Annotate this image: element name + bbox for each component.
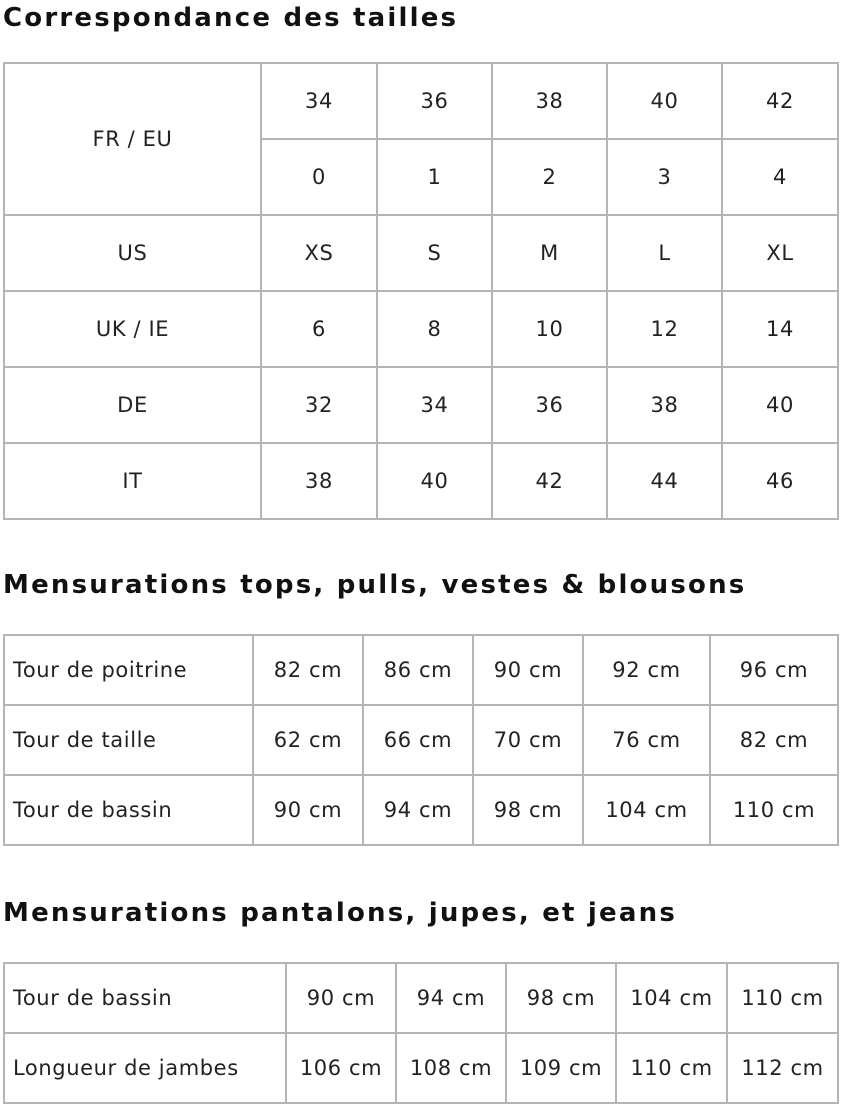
- row-label: US: [4, 215, 261, 291]
- table-cell: 3: [607, 139, 722, 215]
- table-cell: XL: [722, 215, 838, 291]
- table-cell: 94 cm: [363, 775, 473, 845]
- table-cell: 98 cm: [506, 963, 616, 1033]
- tops-measurements-table: [3, 634, 839, 846]
- table-cell: 62 cm: [253, 705, 363, 775]
- table-cell: 90 cm: [286, 963, 396, 1033]
- tops-measurements-title: Mensurations tops, pulls, vestes & blousons: [3, 570, 747, 600]
- table-cell: 110 cm: [616, 1033, 727, 1103]
- table-row: [4, 443, 838, 519]
- row-label: DE: [4, 367, 261, 443]
- table-cell: 110 cm: [710, 775, 838, 845]
- table-cell: 2: [492, 139, 607, 215]
- table-cell: 82 cm: [253, 635, 363, 705]
- table-cell: 46: [722, 443, 838, 519]
- table-cell: 38: [607, 367, 722, 443]
- row-label: Tour de bassin: [4, 963, 286, 1033]
- row-label-fr-eu: FR / EU: [4, 63, 261, 215]
- table-cell: 92 cm: [583, 635, 710, 705]
- table-cell: 106 cm: [286, 1033, 396, 1103]
- table-row: [4, 291, 838, 367]
- table-cell: XS: [261, 215, 377, 291]
- table-cell: 36: [492, 367, 607, 443]
- table-cell: 14: [722, 291, 838, 367]
- table-cell: 36: [377, 63, 492, 139]
- table-cell: 96 cm: [710, 635, 838, 705]
- table-cell: 6: [261, 291, 377, 367]
- table-cell: 42: [722, 63, 838, 139]
- table-row: [4, 775, 838, 845]
- table-cell: 104 cm: [583, 775, 710, 845]
- table-cell: 12: [607, 291, 722, 367]
- table-cell: 82 cm: [710, 705, 838, 775]
- table-cell: 90 cm: [253, 775, 363, 845]
- table-cell: 0: [261, 139, 377, 215]
- table-cell: 32: [261, 367, 377, 443]
- table-row: [4, 367, 838, 443]
- table-cell: 44: [607, 443, 722, 519]
- table-row: [4, 215, 838, 291]
- table-cell: 110 cm: [727, 963, 838, 1033]
- table-cell: 112 cm: [727, 1033, 838, 1103]
- table-cell: 40: [377, 443, 492, 519]
- table-cell: 42: [492, 443, 607, 519]
- table-cell: 4: [722, 139, 838, 215]
- pants-measurements-table: [3, 962, 839, 1104]
- row-label: Tour de poitrine: [4, 635, 253, 705]
- table-cell: 1: [377, 139, 492, 215]
- row-label: Tour de taille: [4, 705, 253, 775]
- pants-measurements-title: Mensurations pantalons, jupes, et jeans: [3, 898, 677, 928]
- table-cell: 76 cm: [583, 705, 710, 775]
- row-label: IT: [4, 443, 261, 519]
- size-conversion-title: Correspondance des tailles: [3, 3, 459, 33]
- table-cell: S: [377, 215, 492, 291]
- table-cell: 38: [261, 443, 377, 519]
- table-row: [4, 963, 838, 1033]
- table-cell: 40: [722, 367, 838, 443]
- table-cell: 109 cm: [506, 1033, 616, 1103]
- table-row: [4, 63, 838, 139]
- table-cell: 108 cm: [396, 1033, 506, 1103]
- table-row: [4, 705, 838, 775]
- table-cell: 98 cm: [473, 775, 583, 845]
- table-cell: 8: [377, 291, 492, 367]
- table-cell: 90 cm: [473, 635, 583, 705]
- table-cell: 40: [607, 63, 722, 139]
- table-cell: 94 cm: [396, 963, 506, 1033]
- table-cell: L: [607, 215, 722, 291]
- row-label: UK / IE: [4, 291, 261, 367]
- table-cell: 104 cm: [616, 963, 727, 1033]
- table-row: [4, 1033, 838, 1103]
- table-cell: 86 cm: [363, 635, 473, 705]
- row-label: Longueur de jambes: [4, 1033, 286, 1103]
- row-label: Tour de bassin: [4, 775, 253, 845]
- table-cell: 34: [261, 63, 377, 139]
- table-cell: 10: [492, 291, 607, 367]
- table-cell: 34: [377, 367, 492, 443]
- table-cell: 38: [492, 63, 607, 139]
- table-row: [4, 635, 838, 705]
- table-cell: 70 cm: [473, 705, 583, 775]
- size-conversion-table: [3, 62, 839, 520]
- table-cell: M: [492, 215, 607, 291]
- table-cell: 66 cm: [363, 705, 473, 775]
